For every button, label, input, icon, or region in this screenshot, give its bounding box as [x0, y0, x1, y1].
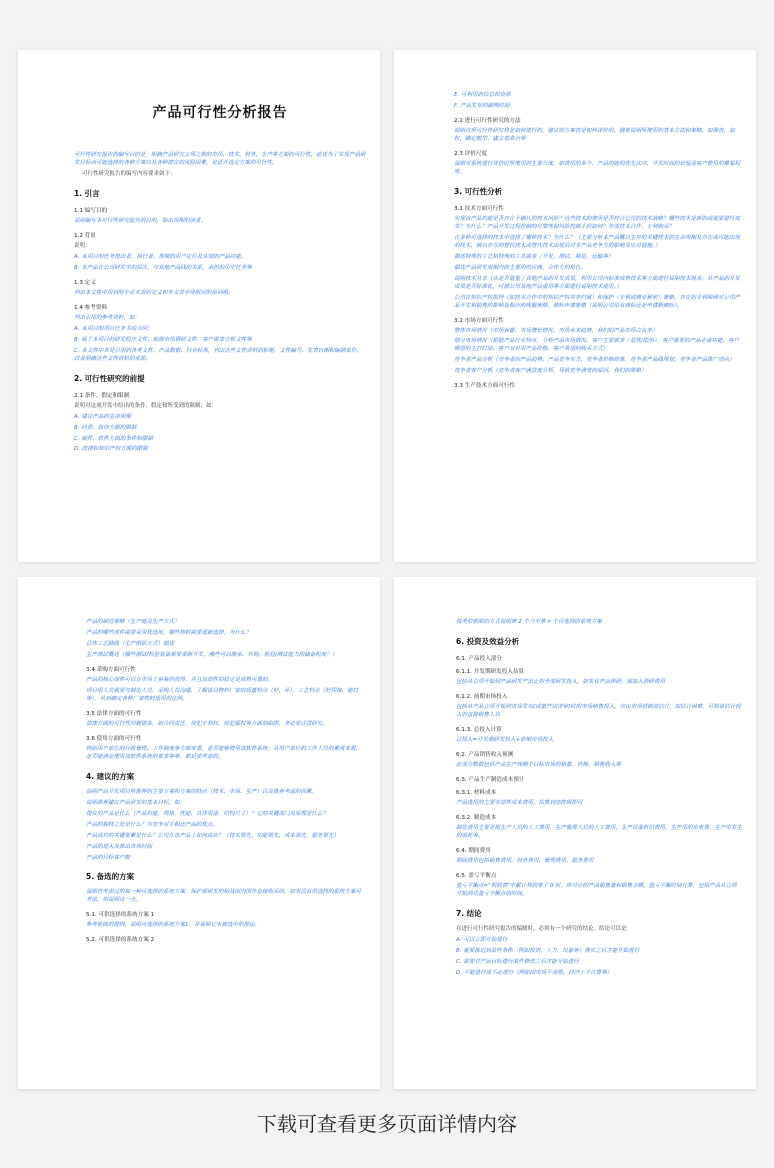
paragraph-line: 说明曾考虑过的每一种可选择的系统方案，保护需研发的和其因内国外直接购买的，如果没有供选择的系统方案可考虑，则说明这一点。 — [86, 889, 362, 904]
document-page-2 — [394, 50, 756, 562]
subsection-heading: 6.1.2. 前期市场投入 — [456, 693, 508, 700]
paragraph-line: 包括从产品立项开始到市场发布(或量产试评审)时的市场销售投入。应由市场营销部估计，如估计困难，可简单估计投入的直接销售人员 — [456, 703, 741, 718]
paragraph-line: A. 可以立即开始进行 — [456, 936, 508, 943]
paragraph-line: 产品的制造策略（生产地及生产方式） — [86, 619, 180, 625]
paragraph-line: A. 本项目的任务提出者、执行者、预期的用户定位及实现的产品功能。 — [74, 253, 247, 260]
subsection-heading: 6.1.1. 开发期研发投入估算 — [456, 668, 525, 675]
page-3-body — [86, 619, 366, 943]
subsection-heading: 6.1.3. 总投入计算 — [456, 726, 502, 733]
paragraph-line: 产品成功的关键要素是什么？公司在该产品上如何成功？（技术领先、功能领先、成本领先、服务领先） — [86, 832, 340, 839]
paragraph-line: 说明对这项开发中给出的条件、假定和所受到的限制，如： — [74, 402, 218, 409]
paragraph-line: 描述特殊的工艺和特殊的工具需求（开发、测试、制造、运输等） — [454, 253, 614, 260]
paragraph-line: 可行性研究报告的编写内容要求如下： — [82, 170, 176, 177]
subsection-heading: 3.1 技术方面可行性 — [454, 205, 504, 212]
paragraph-line: 产品的进入及推出市场时间 — [86, 843, 153, 850]
paragraph-line: 列出引用的参考资料，如： — [74, 314, 141, 321]
subsection-heading: 6.5. 盈亏平衡点 — [456, 872, 497, 879]
subsection-heading: 1.4 参考资料 — [74, 304, 108, 311]
subsection-heading: 6.1. 产品投入部分 — [456, 655, 503, 662]
page-4-body — [456, 619, 742, 977]
paragraph-line: 产品的哪些部件需要采用优选库，哪些物料需要重新选择，为什么？ — [86, 629, 252, 636]
paragraph-line: B. 需要推迟到某些条件（例如投资、人力、设备等）落实之后才能开始进行 — [456, 947, 640, 954]
subsection-heading: 3.2 市场方面可行性 — [454, 317, 504, 324]
paragraph-line: C. 需要对产品目标进行某些修改之后才能开始进行 — [456, 958, 579, 965]
subsection-heading: 5.2. 可供选择的系统方案 2 — [86, 937, 155, 944]
paragraph-line: 制造费用主要是指生产人员的人工费用，生产管理人员的人工费用，生产设备折旧费用，生产用的水电费、生产中发生的消耗等。 — [456, 824, 743, 839]
subsection-heading: 6.4. 期间费用 — [456, 847, 491, 854]
paragraph-line: 总体工艺路线（生产组织方式）描述 — [86, 640, 175, 647]
paragraph-line: 竞争者客户分析（竞争者客户满意度分析，导致竞争满度的原因、我们的策略） — [454, 368, 647, 375]
subsection-heading: 1.3 定义 — [74, 279, 96, 286]
document-title: 产品可行性分析报告 — [152, 105, 288, 121]
paragraph-line: 说明编写本可行性研究报告的目的，指出预期的读者。 — [74, 217, 207, 224]
paragraph-line: D. 法律和知识产权方面的限制 — [74, 446, 148, 453]
paragraph-line: 此部分数据包括产品生产周期个目标市场的销量、价格、销售收入等 — [456, 761, 622, 768]
paragraph-line: 例如用户单位的行政管理、工作制度等方面来看，是否能够使用该软件系统；从用户单位的工作人员的素质来看，是否能满足使用该软件系统的要求等等，都是要考虑的。 — [86, 745, 362, 760]
paragraph-line: 提议的产品是什么（产品功能、规格、性能、具体用途、结构尺寸）？它的关键部门及原理是什么？ — [86, 810, 329, 817]
paragraph-line: 按类似前面的方式说明第 2 个乃至第 n 个可选择的系统方案 — [456, 619, 602, 625]
section-heading: 4. 建议的方案 — [86, 771, 135, 781]
download-more-prompt[interactable]: 下载可查看更多页面详情内容 — [257, 1112, 517, 1136]
document-page-1 — [18, 50, 380, 562]
paragraph-line: D. 不能进行或不必进行（例如因市场不成熟、经济上不合算等） — [456, 969, 613, 976]
paragraph-line: C. 本文件中各处引用的各类文件、产品数据、行业标准，列出这些文件资料的标题、文件编号、发表日期和编制单位，以及明确这些文件资料的来源。 — [74, 347, 362, 362]
paragraph-line: 在多种可选择的技术中选择了哪种技术？为什么？（主要分析本产品概以生存的关键技术的生命周期及存在或可能出现的技术，阐以存在的替代技术或替代技术出现后对本产品竞争力的影响及应对措施。） — [454, 234, 741, 249]
paragraph-line: E. 可利用的信息和资源 — [454, 92, 511, 98]
subsection-heading: 6.2. 产品销售收入预测 — [456, 751, 514, 758]
paragraph-line: 总投入=开发期研发投入+前期市场投入 — [456, 736, 554, 743]
page-2-body — [454, 92, 742, 389]
paragraph-line: C. 硬件、软件方面的条件和限制 — [74, 435, 153, 442]
page-1-body — [74, 152, 366, 454]
paragraph-line: 细分市场情况（根据产品行业特点，分析产品市场情况、客户主要需求（显性/隐形）、客户需要的产品必备功能、客户期望的主打时间、客户对可用产品价格、客户希望的购买方式） — [454, 338, 740, 353]
section-heading: 2. 可行性研究的前提 — [74, 373, 145, 383]
paragraph-line: A. 本项目的项目任务书或合同； — [74, 325, 153, 332]
paragraph-line: 说明技术共享（从是否借鉴了其他产品的开发成果，利用公司内标准成熟技术等方面进行说明技术继承；从产品的开发成果是否标准化，可被公司其他产品重用等方面进行说明技术重用。） — [454, 275, 741, 290]
subsection-heading: 3.6 使用方面的可行性 — [86, 735, 142, 742]
paragraph-line: A. 建议产品的生命周期 — [74, 413, 131, 420]
paragraph-line: 法律方面的可行性问题很多，如合同责任、侵犯专利权、侵犯版权等方面的陷阱，务必要注意研究。 — [86, 720, 329, 727]
paragraph-line: 产品的独特之处是什么？与竞争对手相比产品的优点。 — [86, 821, 219, 828]
paragraph-line: F. 产品发布的最晚时间 — [454, 102, 510, 109]
subsection-heading: 3.3 生产技术方面可行性 — [454, 383, 516, 390]
paragraph-line: B. 本产品在公司研发中的层次，与其他产品线的关系，承担的历史任务等 — [74, 264, 252, 271]
paragraph-line: 列出本文件中用到的专业术语的定义和外文首字母组词的原词组。 — [74, 289, 234, 296]
subsection-heading: 2.1 条件、假定和限制 — [74, 392, 130, 399]
paragraph-line: 生产测试概述（哪些测试/检验装备需要重新开发、哪些可以继承、外购，检验/测试能力的储备程度？） — [86, 651, 338, 658]
document-page-3 — [18, 577, 380, 1089]
paragraph-line: 整体市场情况（市场容量、市场增长情况、市场未来趋势、我们的产品市场占有率） — [454, 327, 658, 334]
paragraph-line: 描述产品研发周期内的主要的供应商、合作方的角色。 — [454, 264, 587, 271]
subsection-heading: 6.3.1. 材料成本 — [456, 789, 497, 796]
paragraph-line: 公司在知识产权取得（如技术合作中的知识产权共享归属）和保护（专利或商业秘密）策略，存在的专利障碍对公司产品开发和销售的影响及相应的规避策略，商标申请策略（说明公司原有商标还是申请新商标）。 — [454, 294, 741, 309]
subsection-heading: 3.5 法律方面的可行性 — [86, 710, 142, 717]
section-heading: 7. 结论 — [456, 908, 482, 918]
paragraph-line: 说明这项可行性研究将是如何进行的，建议的方案将是如何评价的。摘要说明所使用的基本方法和策略，如调查、加权、确定模型、建立基准点等 — [454, 127, 735, 142]
paragraph-line: 说明对系统进行评价时所使用的主要尺度，如费用的多少、产品功能的优先次序、开发时间的长短及客户使用的难易程度。 — [454, 160, 741, 175]
paragraph-line: 盈亏平衡点="利润表"中累计利润等于 0 时，所对应的产品销售量和销售金额。盈亏平衡时间计算，包括产品从立项开始到达盈亏平衡点的时间。 — [456, 882, 737, 897]
section-heading: 6. 投资及效益分析 — [456, 636, 520, 646]
paragraph-line: 说明： — [74, 242, 91, 249]
section-heading: 3. 可行性分析 — [454, 186, 503, 196]
subsection-heading: 6.3.2. 制造成本 — [456, 814, 497, 821]
subsection-heading: 6.3. 产品生产制造成本预计 — [456, 776, 525, 783]
subsection-heading: 1.2 背景 — [74, 232, 96, 239]
paragraph-line: 说明产品开发项目所推荐的主要方案和方案的特点（技术、市场、生产）以及推荐考虑的因素。 — [86, 788, 318, 795]
paragraph-line: 项目组人员需要与制造人员、采购人员沟通，了解该目物料厂家的质量特点（好、坏），工艺特点（好焊接、能打等），从而确定各种厂家物料选用的比例。 — [86, 687, 359, 702]
paragraph-line: 产品的核心部件可以在市场上容易的获得，并且该部件的稳定是成熟可靠的。 — [86, 676, 274, 683]
paragraph-line: 竞争者产品分析（竞争者的产品趋势、产品竞争实力、竞争者价格政策、竞争者产品线规划，竞争者产品推广动向） — [454, 357, 735, 364]
subsection-heading: 2.2 进行可行性研究的方法 — [454, 117, 521, 124]
paragraph-line: 说明推荐建议产品研发的基本目标，如： — [86, 799, 186, 806]
paragraph-line: 产品的目标客户群 — [86, 854, 131, 861]
paragraph-line: B. 经费、投资方面的限制 — [74, 424, 137, 431]
paragraph-line: 在进行可行性研究报告的编制时，必须有一个研究的结论。结论可以是： — [456, 925, 633, 932]
subsection-heading: 3.4 采购方面可行性 — [86, 666, 136, 673]
subsection-heading: 1.1 编写目的 — [74, 207, 108, 214]
paragraph-line: 参考前面的提纲，说明可选择的系统方案1，并说明它未被选中的理由。 — [86, 922, 261, 929]
paragraph-line: 实现该产品功能是否存在不确认的技术风险？这些技术的使用是否符合公司的技术战略？哪些技术是新的或需要进行攻关？为什么？产品开发过程控制的可靠性和风险控制手段如何？外部技术合作、专利购买？ — [454, 215, 741, 230]
paragraph-line: 包括从立项开始到产品研发产出止的全部研发投入，如果有产品预研，需加入预研费用 — [456, 678, 666, 685]
subsection-heading: 5.1. 可供选择的系统方案 1 — [86, 912, 155, 919]
paragraph-line: 可行性研究报告的编写目的是：明确产品研究立项之前的市场、技术、财务、生产等方面的可行性，论述为了实现产品研发目标而可能选择的各种方案以及各种潜在的风险因素，论证并选定方案的可行性。 — [74, 152, 366, 166]
paragraph-line: 期间费用包括销售费用、财务费用、管理费用、服务费用 — [456, 857, 594, 864]
subsection-heading: 2.3 评价尺度 — [454, 150, 488, 157]
paragraph-line: B. 属于本项目的研发程序文件、前期市场调研文件、客户需求分析文件等 — [74, 336, 252, 343]
section-heading: 1. 引言 — [74, 188, 100, 198]
paragraph-line: 产品选用的主要零部件成本费用，估算到部件级即可 — [456, 799, 583, 806]
document-page-4 — [394, 577, 756, 1089]
section-heading: 5. 备选的方案 — [86, 872, 135, 882]
